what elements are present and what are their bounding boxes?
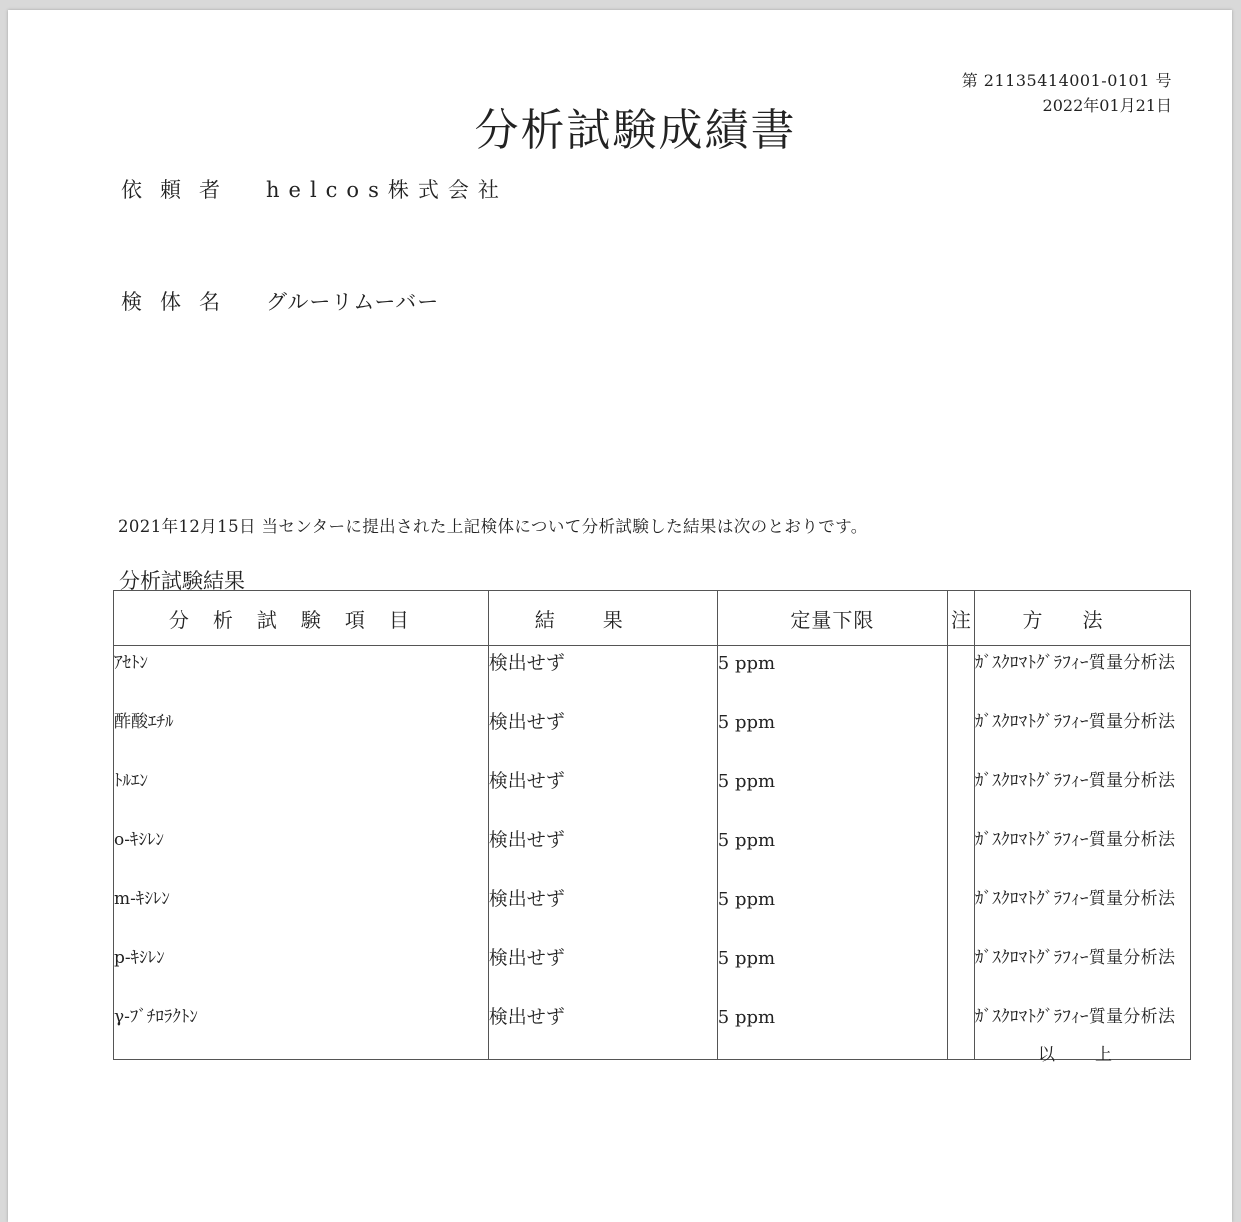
header-note: 注 (947, 591, 974, 646)
row-note (947, 646, 974, 706)
document-number: 第 21135414001-0101 号 (961, 71, 1172, 90)
row-limit: 5 ppm (717, 764, 947, 823)
page-title: 分析試験成績書 (474, 105, 797, 156)
row-limit: 5 ppm (717, 705, 947, 764)
table-row (114, 646, 1191, 706)
specimen-field (121, 286, 439, 316)
row-result: 検出せず (488, 882, 717, 941)
closing-mark: 以上 (1038, 1045, 1152, 1065)
row-item: 酢酸ｴﾁﾙ (114, 705, 489, 764)
row-result: 検出せず (488, 705, 717, 764)
specimen-value: グルーリムーバー (266, 290, 440, 314)
table-row (114, 941, 1191, 1000)
row-method: ｶﾞｽｸﾛﾏﾄｸﾞﾗﾌｨｰ質量分析法 (974, 705, 1190, 764)
specimen-label: 検体名 (121, 290, 238, 314)
row-note (947, 823, 974, 882)
row-note (947, 764, 974, 823)
table-row (114, 823, 1191, 882)
row-result: 検出せず (488, 764, 717, 823)
row-result: 検出せず (488, 646, 717, 706)
row-limit: 5 ppm (717, 941, 947, 1000)
row-result: 検出せず (488, 823, 717, 882)
table-header-row (114, 591, 1191, 646)
client-label: 依頼者 (121, 178, 238, 202)
row-result: 検出せず (488, 1000, 717, 1060)
row-result: 検出せず (488, 941, 717, 1000)
row-item: p-ｷｼﾚﾝ (114, 941, 489, 1000)
row-limit: 5 ppm (717, 1000, 947, 1060)
row-note (947, 882, 974, 941)
table-row (114, 764, 1191, 823)
row-limit: 5 ppm (717, 823, 947, 882)
intro-statement: 2021年12月15日 当センターに提出された上記検体について分析試験した結果は次のとおりです。 (118, 517, 868, 536)
header-result: 結果 (488, 591, 717, 646)
row-method: ｶﾞｽｸﾛﾏﾄｸﾞﾗﾌｨｰ質量分析法 (974, 882, 1190, 941)
row-method: ｶﾞｽｸﾛﾏﾄｸﾞﾗﾌｨｰ質量分析法 (974, 646, 1190, 706)
row-item: ｱｾﾄﾝ (114, 646, 489, 706)
row-item: ﾄﾙｴﾝ (114, 764, 489, 823)
row-note (947, 1000, 974, 1060)
row-item: m-ｷｼﾚﾝ (114, 882, 489, 941)
row-method: ｶﾞｽｸﾛﾏﾄｸﾞﾗﾌｨｰ質量分析法 (974, 1000, 1190, 1060)
table-row (114, 882, 1191, 941)
header-method: 方法 (974, 591, 1190, 646)
header-limit: 定量下限 (717, 591, 947, 646)
results-heading: 分析試験結果 (119, 569, 245, 593)
row-limit: 5 ppm (717, 882, 947, 941)
row-note (947, 705, 974, 764)
row-limit: 5 ppm (717, 646, 947, 706)
document-page (8, 10, 1232, 1222)
row-method: ｶﾞｽｸﾛﾏﾄｸﾞﾗﾌｨｰ質量分析法 (974, 941, 1190, 1000)
row-item: γ-ﾌﾞﾁﾛﾗｸﾄﾝ (114, 1000, 489, 1060)
client-value: helcos株式会社 (266, 178, 508, 202)
row-item: o-ｷｼﾚﾝ (114, 823, 489, 882)
header-item: 分析試験項目 (114, 591, 489, 646)
results-table (113, 590, 1191, 1060)
row-note (947, 941, 974, 1000)
table-row (114, 1000, 1191, 1060)
row-method: ｶﾞｽｸﾛﾏﾄｸﾞﾗﾌｨｰ質量分析法 (974, 823, 1190, 882)
table-row (114, 705, 1191, 764)
issue-date: 2022年01月21日 (1042, 96, 1172, 115)
row-method: ｶﾞｽｸﾛﾏﾄｸﾞﾗﾌｨｰ質量分析法 (974, 764, 1190, 823)
client-field (121, 174, 508, 204)
